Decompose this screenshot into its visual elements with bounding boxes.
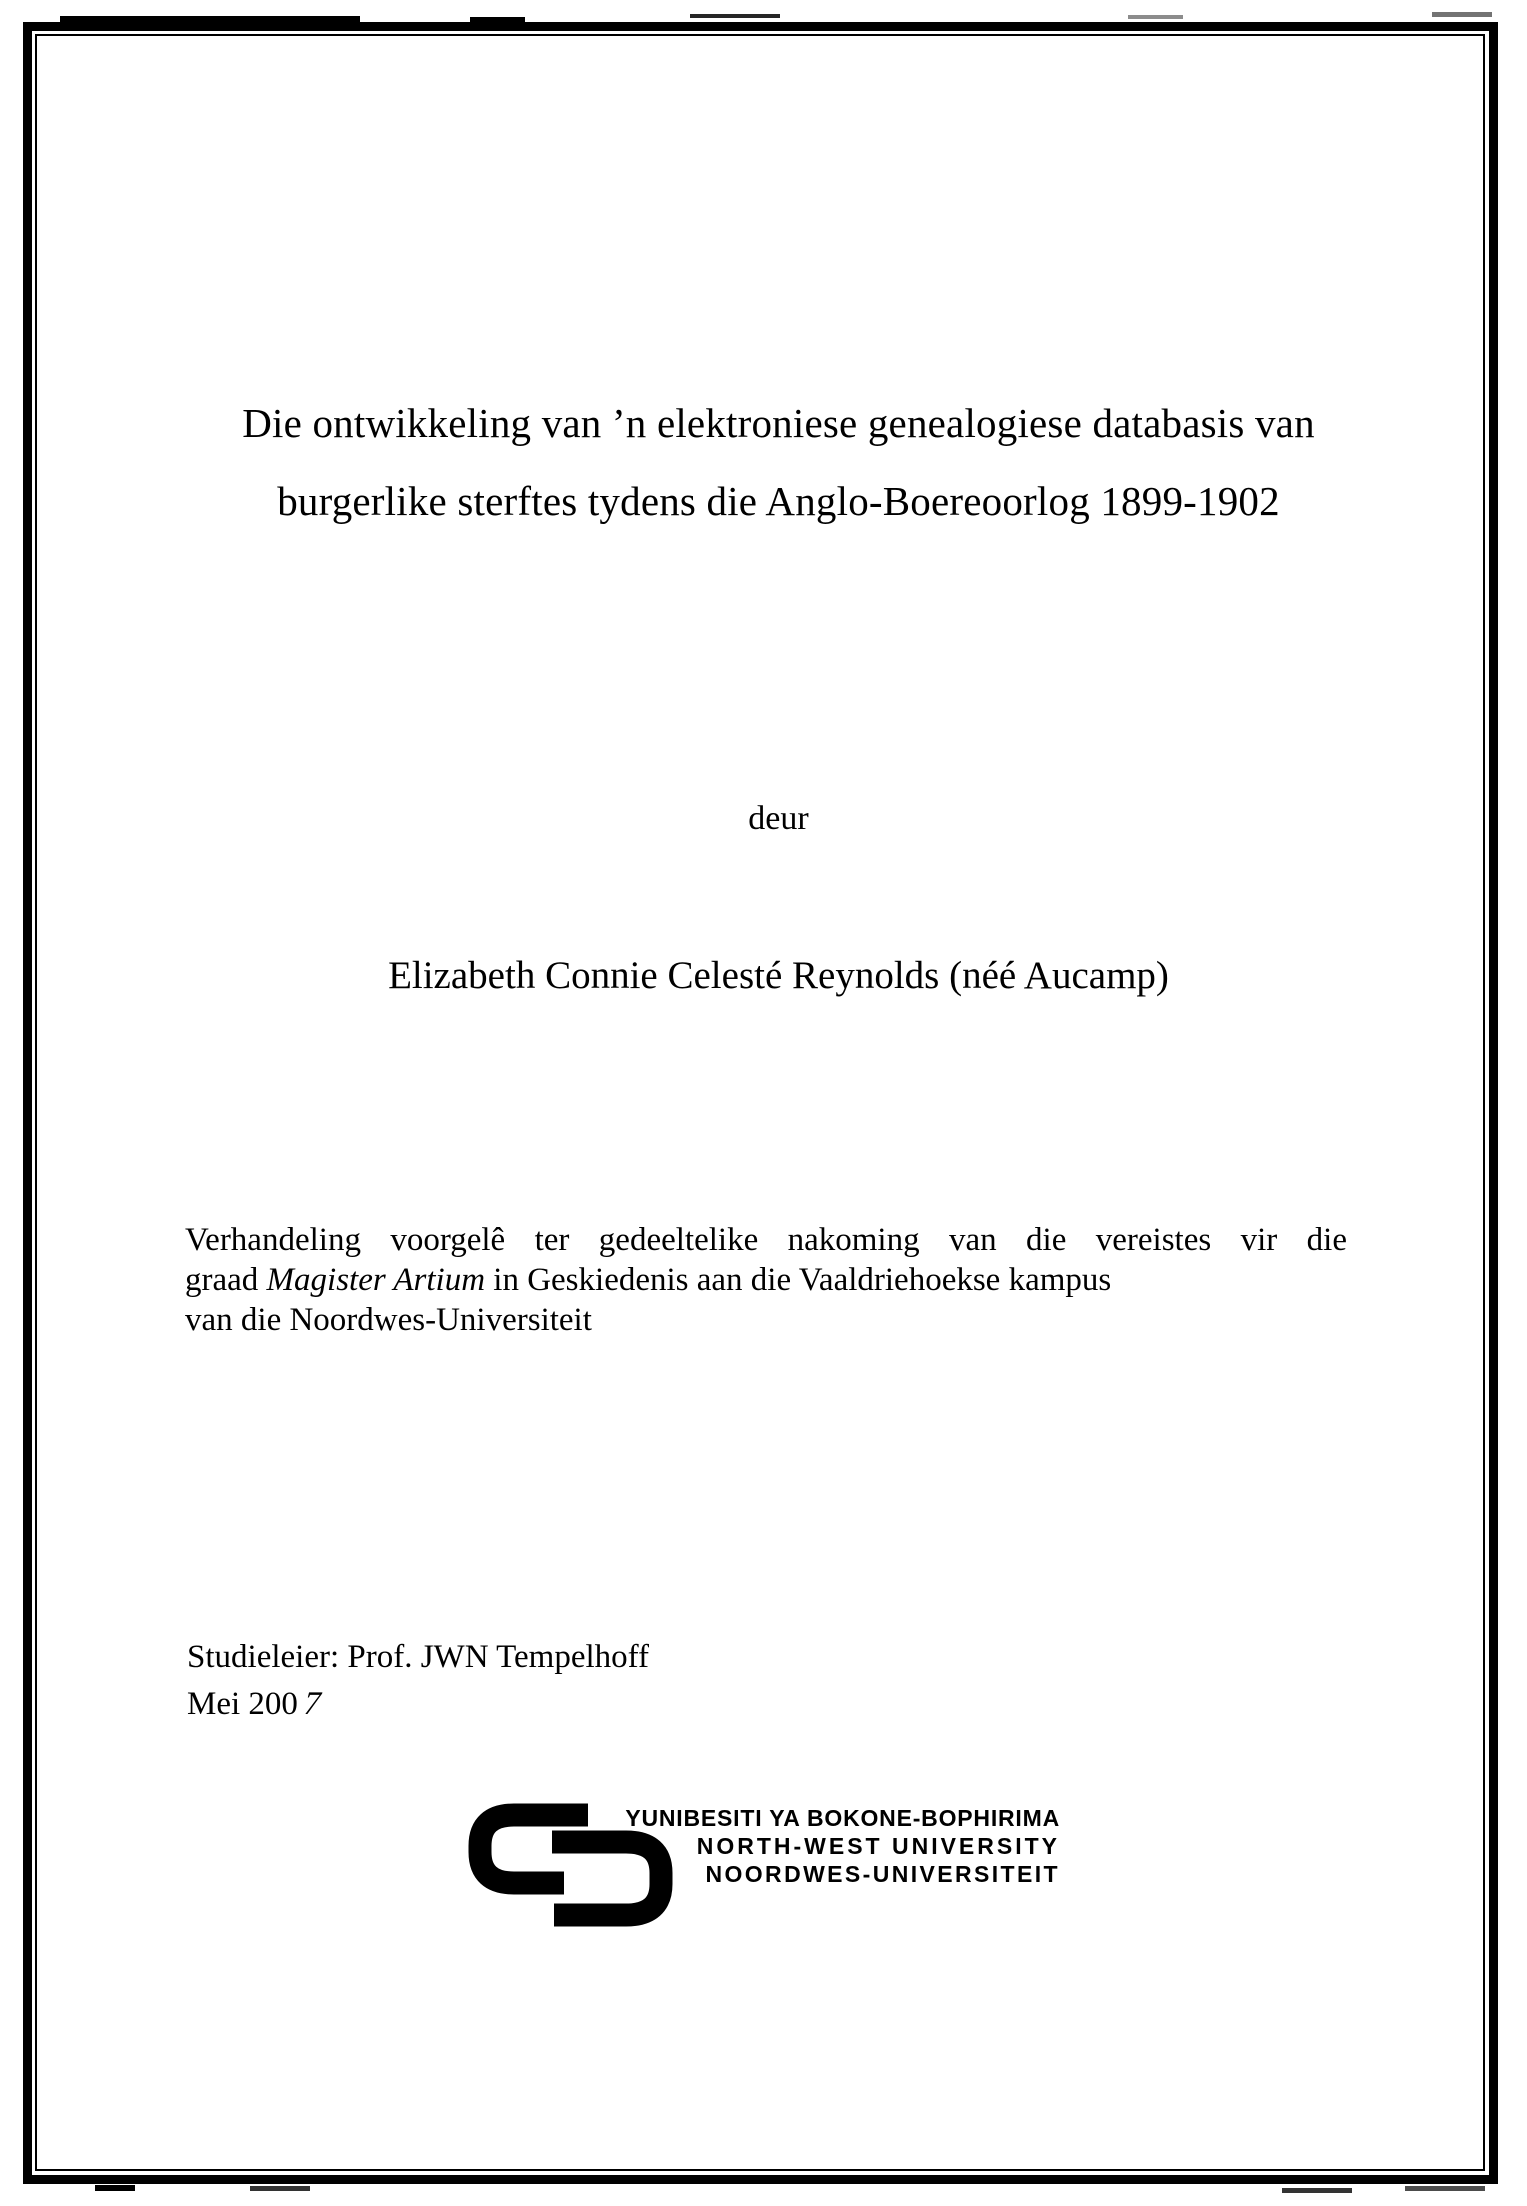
logo-text-english: NORTH-WEST UNIVERSITY: [696, 1833, 1060, 1859]
thesis-statement-line-3: van die Noordwes-Universiteit: [185, 1302, 592, 1338]
supervisor-block: [187, 1634, 649, 1728]
author-name: Elizabeth Connie Celesté Reynolds (néé Aucamp): [388, 954, 1169, 997]
scan-artifact: [690, 14, 780, 18]
logo-text-afrikaans: NOORDWES-UNIVERSITEIT: [705, 1861, 1060, 1887]
title-line-1: Die ontwikkeling van ’n elektroniese genealogiese databasis van: [242, 400, 1315, 446]
supervisor-line: Studieleier: Prof. JWN Tempelhoff: [187, 1639, 650, 1675]
date-last-digit: 7: [299, 1686, 325, 1722]
university-logo-text: [625, 1804, 1060, 1888]
degree-name: Magister Artium: [266, 1262, 486, 1298]
scan-artifact: [250, 2186, 310, 2191]
scan-artifact: [1128, 15, 1183, 19]
title-line-2: burgerlike sterftes tydens die Anglo-Boereoorlog 1899-1902: [277, 478, 1280, 524]
thesis-statement-line-2: [185, 1260, 1347, 1300]
date-text: Mei 200: [187, 1686, 298, 1722]
thesis-statement: [185, 1220, 1347, 1340]
thesis-line-2-post: in Geskiedenis aan die Vaaldriehoekse kampus: [485, 1262, 1112, 1298]
scan-artifact: [1432, 12, 1492, 17]
thesis-line-2-pre: graad: [185, 1262, 267, 1298]
logo-text-setswana: YUNIBESITI YA BOKONE-BOPHIRIMA: [625, 1805, 1060, 1831]
page-title: [90, 384, 1467, 540]
scan-artifact: [1282, 2188, 1352, 2193]
university-logo: [468, 1799, 1060, 1934]
date-line: [187, 1681, 649, 1728]
byline-deur: deur: [748, 800, 809, 837]
scan-artifact: [1405, 2186, 1485, 2191]
scan-artifact: [95, 2185, 135, 2191]
thesis-statement-line-1: Verhandeling voorgelê ter gedeeltelike nakoming van die vereistes vir die: [185, 1222, 1347, 1258]
